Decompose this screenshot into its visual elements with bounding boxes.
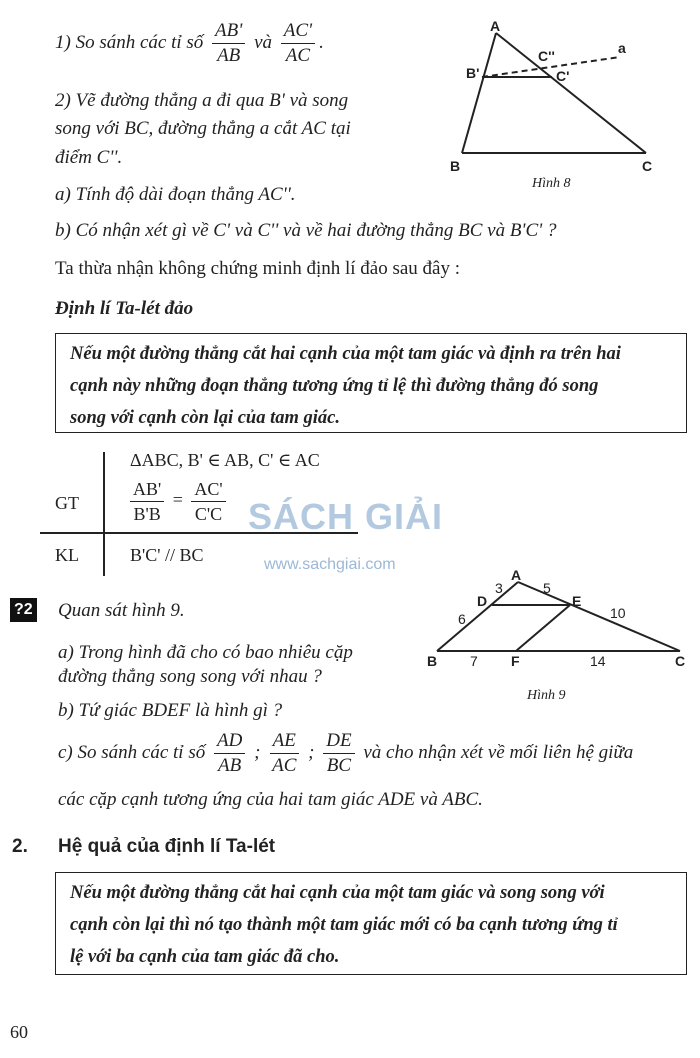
fig9-caption: Hình 9 xyxy=(527,688,566,703)
fig8-label-c1: C' xyxy=(556,68,570,84)
fig9-segment-ef xyxy=(516,605,570,651)
fraction-ab1-ab: $\frac{AB'}{AB}$ xyxy=(212,20,245,67)
corollary-line-3: lệ với ba cạnh của tam giác đã cho. xyxy=(70,947,340,967)
question-2-a-line1: a) Trong hình đã cho có bao nhiêu cặp xyxy=(58,642,353,663)
fig8-label-c2: C'' xyxy=(538,48,555,64)
theorem-box xyxy=(55,333,687,433)
gt-line-1: ΔABC, B' ∈ AB, C' ∈ AC xyxy=(130,450,320,470)
fraction-ad-ab: $\frac{AD}{AB}$ xyxy=(214,730,245,777)
fig9-label-b: B xyxy=(427,653,438,669)
corollary-box xyxy=(55,872,687,975)
fig8-label-a-vertex: A xyxy=(490,18,501,34)
kl-text: B'C' // BC xyxy=(130,545,204,565)
theorem-line-3: song với cạnh còn lại của tam giác. xyxy=(70,408,340,428)
fig9-length-fc: 14 xyxy=(590,653,606,669)
question-2-b: b) Tứ giác BDEF là hình gì ? xyxy=(58,700,283,721)
intro-text: Ta thừa nhận không chứng minh định lí đảo sau đây : xyxy=(55,258,461,279)
question-2-line3: điểm C''. xyxy=(55,147,123,168)
fraction-ac1-c1c: $\frac{AC'}{C'C}$ xyxy=(191,478,225,525)
watermark-url: www.sachgiai.com xyxy=(264,556,396,573)
fig9-label-e: E xyxy=(572,593,582,609)
fig9-label-f: F xyxy=(511,653,520,669)
question-2-line2: song với BC, đường thẳng a cắt AC tại xyxy=(55,118,351,139)
question-1: 1) So sánh các tỉ số $\frac{AB'}{AB}$ và $\frac{AC'}{AC}$ . xyxy=(55,20,324,66)
page-number: 60 xyxy=(10,1022,28,1042)
theorem-line-2: cạnh này những đoạn thẳng tương ứng tỉ lệ thì đường thẳng đó song xyxy=(70,376,599,396)
theorem-line-1: Nếu một đường thẳng cắt hai cạnh của một tam giác và định ra trên hai xyxy=(70,344,621,364)
fig9-label-c: C xyxy=(675,653,686,669)
theorem-title: Định lí Ta-lét đảo xyxy=(55,298,194,319)
question-2a: a) Tính độ dài đoạn thẳng AC''. xyxy=(55,184,296,205)
figure-9 xyxy=(425,568,695,708)
question-badge: ?2 xyxy=(10,598,37,622)
fig9-length-ec: 10 xyxy=(610,605,626,621)
fig8-side-ab xyxy=(462,33,496,153)
fig8-label-c: C xyxy=(642,158,653,174)
section-number: 2. xyxy=(12,836,28,857)
fraction-ac1-ac: $\frac{AC'}{AC}$ xyxy=(281,20,315,67)
fig9-label-d: D xyxy=(477,593,488,609)
fig9-length-ad: 3 xyxy=(495,580,503,596)
figure-8 xyxy=(440,15,690,195)
question-2-title: Quan sát hình 9. xyxy=(58,600,185,621)
gt-kl-divider-vertical xyxy=(103,452,105,576)
fig9-length-bf: 7 xyxy=(470,653,478,669)
fig8-label-b1: B' xyxy=(466,65,480,81)
corollary-line-2: cạnh còn lại thì nó tạo thành một tam giác mới có ba cạnh tương ứng tỉ xyxy=(70,915,618,935)
fig9-length-db: 6 xyxy=(458,611,466,627)
fraction-de-bc: $\frac{DE}{BC}$ xyxy=(323,730,354,777)
kl-label: KL xyxy=(55,545,79,565)
fig8-label-b: B xyxy=(450,158,461,174)
question-2b: b) Có nhận xét gì về C' và C'' và về hai đường thẳng BC và B'C' ? xyxy=(55,220,557,241)
fraction-ab1-b1b: $\frac{AB'}{B'B}$ xyxy=(130,478,164,525)
fig9-label-a: A xyxy=(511,568,522,583)
question-2-line1: 2) Vẽ đường thẳng a đi qua B' và song xyxy=(55,90,349,111)
question-2-c-line2: các cặp cạnh tương ứng của hai tam giác ADE và ABC. xyxy=(58,789,483,810)
fig8-label-line-a: a xyxy=(618,40,626,56)
corollary-line-1: Nếu một đường thẳng cắt hai cạnh của một tam giác và song song với xyxy=(70,883,605,903)
gt-proportion: $\frac{AB'}{B'B}$ = $\frac{AC'}{C'C}$ xyxy=(126,478,230,525)
question-2-c: c) So sánh các tỉ số $\frac{AD}{AB}$ ; $\frac{AE}{AC}$ ; $\frac{DE}{BC}$ và cho nhận xét về mối liên hệ giữa xyxy=(58,730,634,776)
fig9-length-ae: 5 xyxy=(543,580,551,596)
gt-label: GT xyxy=(55,493,79,513)
fraction-ae-ac: $\frac{AE}{AC}$ xyxy=(269,730,299,777)
fig8-caption: Hình 8 xyxy=(532,176,571,191)
section-title: Hệ quả của định lí Ta-lét xyxy=(58,836,276,857)
watermark-logo: SÁCH GIẢI xyxy=(248,496,444,537)
question-2-a-line2: đường thẳng song song với nhau ? xyxy=(58,666,322,687)
